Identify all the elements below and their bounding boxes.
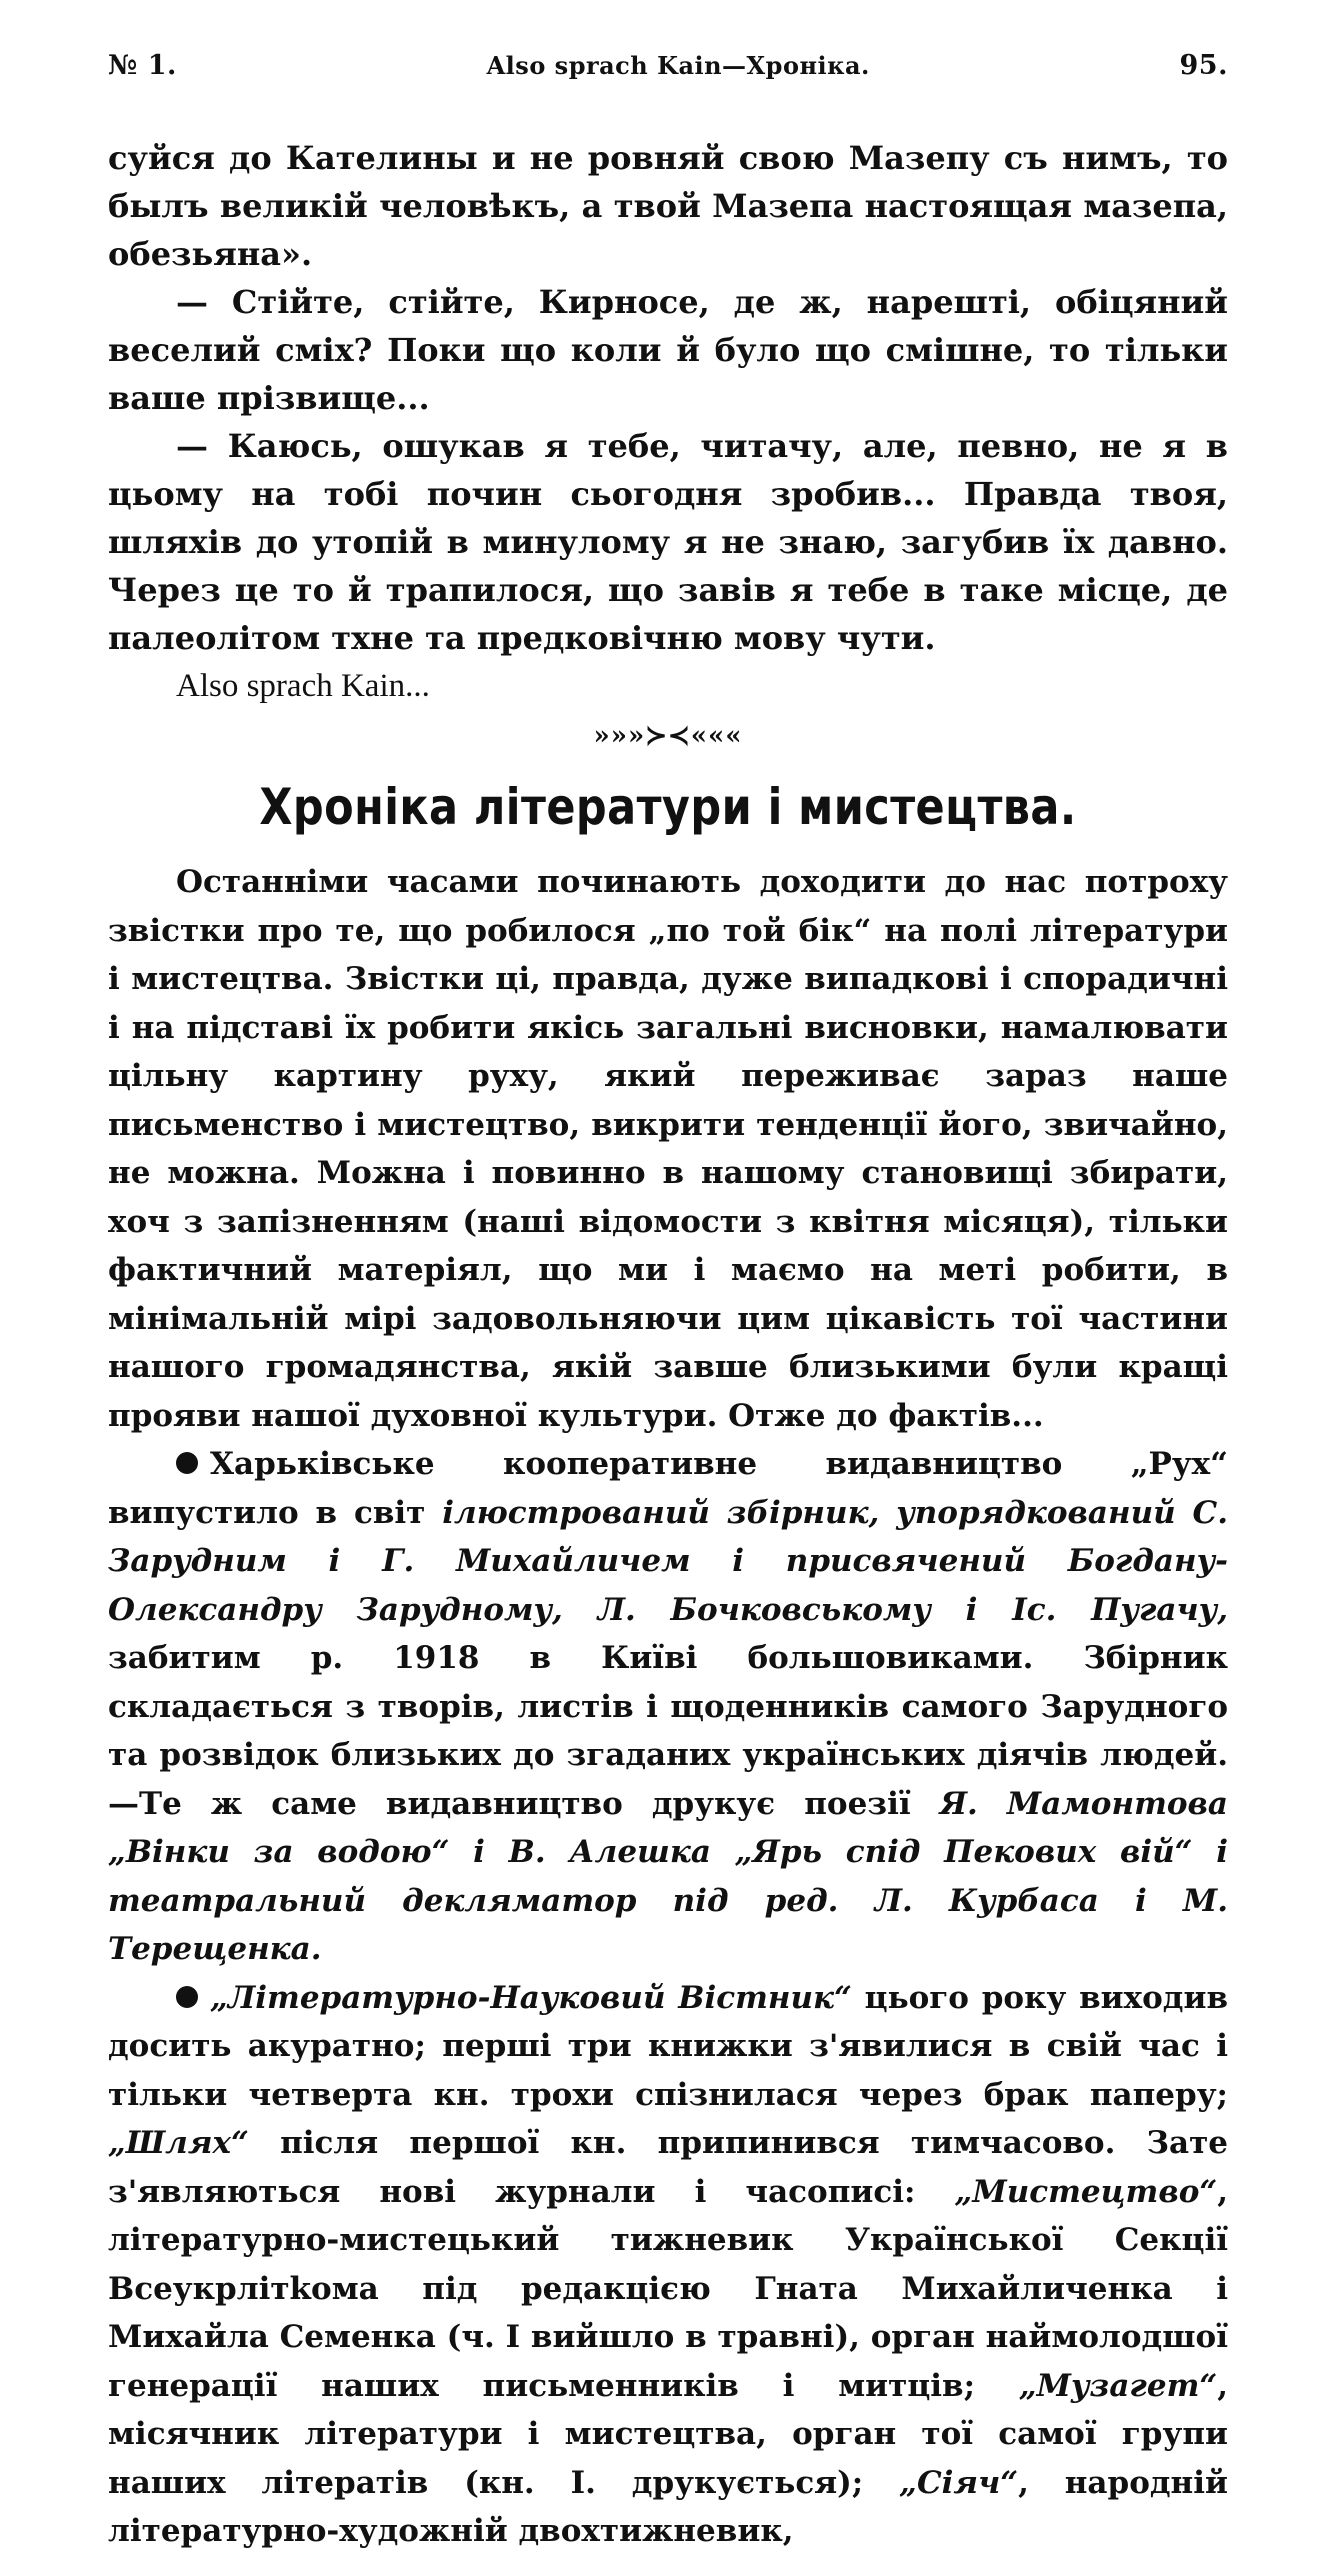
journal-page xyxy=(108,38,1228,2556)
opening-paragraph-3: — Каюсь, ошукав я тебе, читачу, але, певно, не я в цьому на тобі почин сьогодня зробив... Правда твоя, шляхів до утопій в минулому я не знаю, загубив їх давно. Через це то й трапилося, що завів я тебе в таке місце, де палеолітом тхне та предковічню мову чути. xyxy=(108,427,1228,657)
running-header xyxy=(108,38,1228,94)
running-title: Also sprach Kain—Хроніка. xyxy=(486,51,870,80)
news-item-1-body: забитим р. 1918 в Київі большовиками. Збірник складається з творів, листів і щоденників самого Зарудного та розвідок близьких до згаданих українських діячів людей.—Те ж саме видавництво друкує поезії xyxy=(108,1640,1228,1822)
news-item-2-text-2: після першої кн. припинився тимчасово. Зате з'являються нові журнали і часописі: xyxy=(108,2125,1228,2210)
opening-paragraph-1: суйся до Кателины и не ровняй свою Мазепу съ нимъ, то былъ великій человѣкъ, а твой Мазепа настоящая мазепа, обезьяна». xyxy=(108,139,1228,273)
issue-number: № 1. xyxy=(108,50,177,81)
news-item-2-text-1: цього року виходив досить акуратно; перші три книжки з'явилися в свій час і тільки четверта кн. трохи спізнилася через брак паперу; xyxy=(108,1979,1229,2113)
section-title: Хроніка літератури і мистецтва. xyxy=(259,778,1077,836)
journal-title-lnv: „Літературно-Науковий Вістник“ xyxy=(210,1979,852,2016)
news-item-1-italic-works: Я. Мамонтова „Вінки за водою“ і В. Алешка „Ярь спід Пекових вій“ і театральний декляматор під ред. Л. Курбаса і М. Терещенка. xyxy=(108,1785,1228,1967)
bullet-icon xyxy=(176,1452,198,1474)
opening-paragraph-2: — Стійте, стійте, Кирносе, де ж, нарешті, обіцяний веселий сміх? Поки що коли й було що смішне, то тільки ваше прізвище... xyxy=(108,283,1228,417)
closing-line: Also sprach Kain... xyxy=(176,668,430,704)
news-item-1-lead: Харьківське кооперативне видавництво „Рух“ випустило в світ xyxy=(108,1446,1228,1531)
journal-title-muzahet: „Музагет“ xyxy=(1018,2367,1218,2404)
bullet-icon xyxy=(176,1986,198,2008)
news-item-2 xyxy=(108,1974,1228,2556)
news-item-1-italic-title: ілюстрований збірник, упорядкований С. Зарудним і Г. Михайличем і присвячений Богдану-Олександру Зарудному, Л. Бочковському і Іс. Пугачу, xyxy=(108,1494,1229,1628)
news-item-1 xyxy=(108,1440,1228,1974)
section-ornament: »»»≻≺««« xyxy=(593,721,743,751)
journal-title-mystetstvo: „Мистецтво“ xyxy=(954,2173,1218,2210)
journal-title-shliakh: „Шлях“ xyxy=(108,2125,249,2161)
journal-title-siiach: „Сіяч“ xyxy=(899,2464,1019,2501)
news-item-2-text-4: , місячник літератури і мистецтва, орган тої самої групи наших літератів (кн. І. друкується); xyxy=(108,2367,1228,2501)
page-number: 95. xyxy=(1179,50,1228,81)
news-item-2-text-3: , літературно-мистецький тижневик Української Секції Всеукрлітkома під редакцією Гната Михайличенка і Михайла Семенка (ч. І вийшло в травні), орган наймолодшої генерації наших письменників і митців; xyxy=(108,2173,1228,2404)
section-intro-paragraph: Останніми часами починають доходити до нас потроху звістки про те, що робилося „по той бік“ на полі літератури і мистецтва. Звістки ці, правда, дуже випадкові і спорадичні і на підставі їх робити якісь загальні висновки, намалювати цільну картину руху, який переживає зараз наше письменство і мистецтво, викрити тенденції його, звичайно, не можна. Можна і повинно в нашому становищі збирати, хоч з запізненням (наші відомости з квітня місяця), тільки фактичний матеріял, що ми і маємо на меті робити, в мінімальній мірі задовольняючи цим цікавість тої частини нашого громадянства, якій завше близькими були кращі прояви нашої духовної культури. Отже до фактів... xyxy=(108,864,1228,1434)
news-item-2-text-5: , народній літературно-художній двохтижневик, xyxy=(108,2464,1228,2549)
